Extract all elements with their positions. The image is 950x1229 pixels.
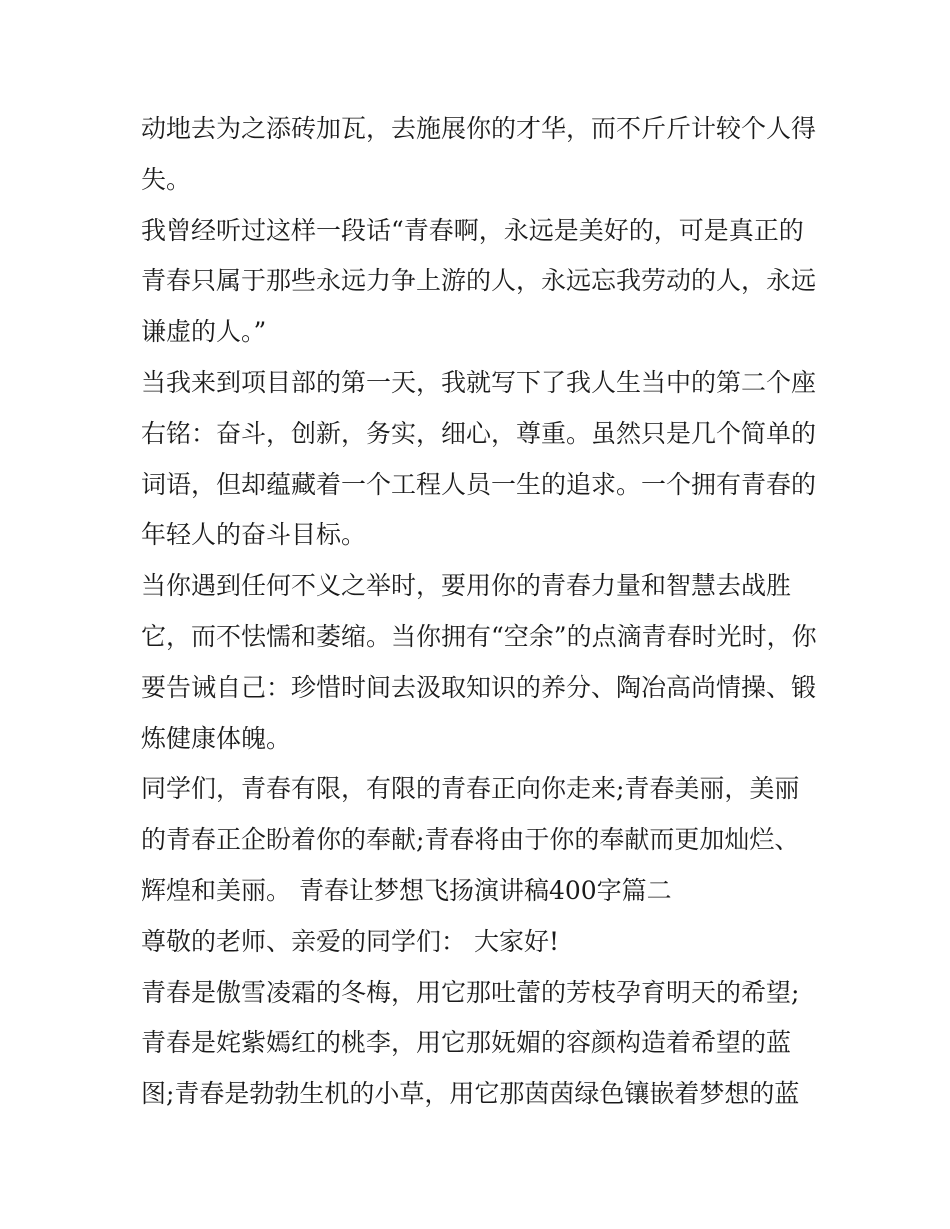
text-line: 当我来到项目部的第一天，我就写下了我人生当中的第二个座 [141,367,817,397]
text-line: 动地去为之添砖加瓦，去施展你的才华，而不斤斤计较个人得 [141,114,817,143]
text-line: 图;青春是勃勃生机的小草，用它那茵茵绿色镶嵌着梦想的蓝 [141,1079,800,1109]
text-line: 炼健康体魄。 [141,723,292,753]
text-line: 尊敬的老师、亲爱的同学们： 大家好! [141,926,559,956]
text-line: 青春只属于那些永远力争上游的人，永远忘我劳动的人，永远 [141,266,817,296]
text-line: 当你遇到任何不义之举时，要用你的青春力量和智慧去战胜 [141,571,792,601]
text-line: 同学们，青春有限，有限的青春正向你走来;青春美丽，美丽 [141,774,800,804]
text-line: 它，而不怯懦和萎缩。当你拥有“空余”的点滴青春时光时，你 [141,621,817,651]
text-line: 右铭：奋斗，创新，务实，细心，尊重。虽然只是几个简单的 [141,418,817,448]
text-line: 青春是傲雪凌霜的冬梅，用它那吐蕾的芳枝孕育明天的希望; [141,977,800,1007]
document-body [141,104,821,1120]
text-line: 失。 [141,164,192,194]
text-line: 谦虚的人。” [141,317,267,347]
text-line: 年轻人的奋斗目标。 [141,520,367,550]
text-line: 青春是姹紫嫣红的桃李，用它那妩媚的容颜构造着希望的蓝 [141,1028,792,1058]
text-line: 辉煌和美丽。 青春让梦想飞扬演讲稿400字篇二 [141,875,672,905]
text-line: 要告诫自己：珍惜时间去汲取知识的养分、陶冶高尚情操、锻 [141,672,817,702]
text-line: 的青春正企盼着你的奉献;青春将由于你的奉献而更加灿烂、 [141,825,800,855]
text-line: 我曾经听过这样一段话“青春啊，永远是美好的，可是真正的 [141,215,804,245]
text-line: 词语，但却蕴藏着一个工程人员一生的追求。一个拥有青春的 [141,469,817,499]
